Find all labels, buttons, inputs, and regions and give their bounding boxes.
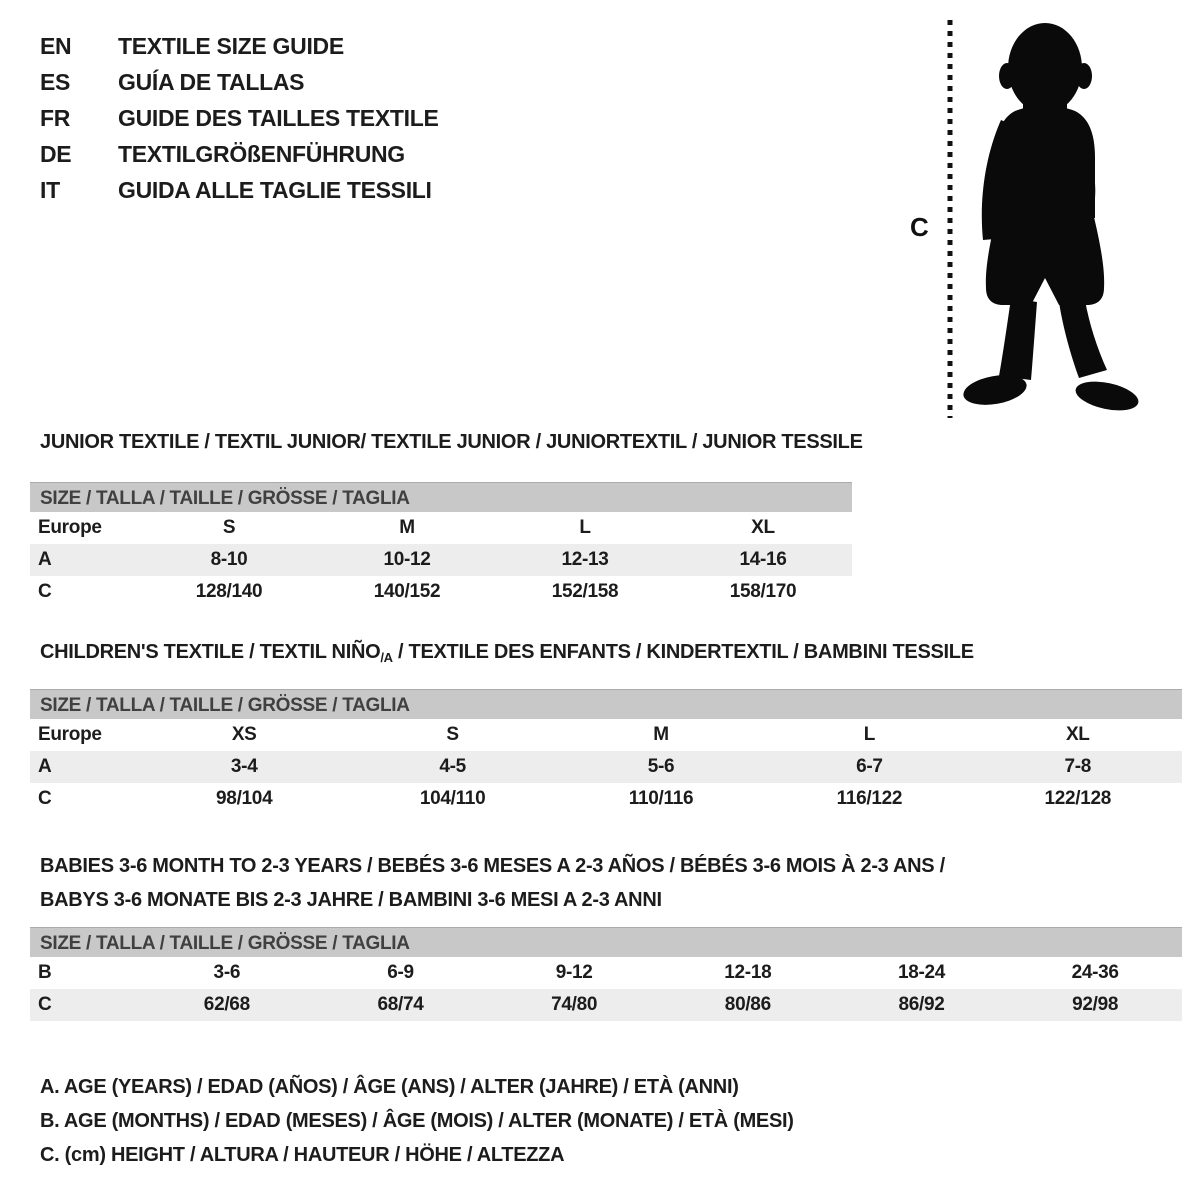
table-row xyxy=(30,783,1182,815)
column-header: XL xyxy=(1065,724,1090,745)
table-cell: 74/80 xyxy=(551,994,598,1015)
table-row xyxy=(30,751,1182,783)
language-title-list xyxy=(40,28,439,208)
column-header: M xyxy=(653,724,669,745)
junior-size-table xyxy=(30,482,852,608)
table-cell: 12-13 xyxy=(561,549,609,570)
children-title-text: CHILDREN'S TEXTILE / TEXTIL NIÑO xyxy=(40,641,381,663)
table-cell: 80/86 xyxy=(724,994,771,1015)
language-code: EN xyxy=(40,33,72,59)
table-row xyxy=(30,957,1182,989)
region-label: Europe xyxy=(38,724,102,745)
row-label: B xyxy=(38,962,52,983)
language-code: ES xyxy=(40,69,71,95)
language-row xyxy=(40,100,439,136)
babies-section-title xyxy=(40,849,945,917)
table-cell: 68/74 xyxy=(377,994,424,1015)
language-row xyxy=(40,28,439,64)
measure-legend xyxy=(40,1070,794,1172)
language-code: IT xyxy=(40,177,60,203)
column-header: L xyxy=(579,517,591,538)
table-cell: 3-6 xyxy=(213,962,241,983)
size-header-bar: SIZE / TALLA / TAILLE / GRÖSSE / TAGLIA xyxy=(30,482,852,512)
table-cell: 98/104 xyxy=(216,788,273,809)
table-row xyxy=(30,989,1182,1021)
table-cell: 10-12 xyxy=(383,549,431,570)
table-row xyxy=(30,512,852,544)
table-cell: 4-5 xyxy=(439,756,466,777)
guide-title: TEXTILE SIZE GUIDE xyxy=(118,33,344,59)
table-cell: 92/98 xyxy=(1072,994,1119,1015)
table-cell: 7-8 xyxy=(1064,756,1092,777)
babies-title-line2: BABYS 3-6 MONATE BIS 2-3 JAHRE / BAMBINI 3-6 MESI A 2-3 ANNI xyxy=(40,889,662,911)
children-title-subscript: /A xyxy=(380,650,393,665)
table-cell: 104/110 xyxy=(419,788,486,809)
babies-title-line1: BABIES 3-6 MONTH TO 2-3 YEARS / BEBÉS 3-6 MESES A 2-3 AÑOS / BÉBÉS 3-6 MOIS À 2-3 ANS / xyxy=(40,855,945,877)
row-label: A xyxy=(38,549,52,570)
size-header-bar: SIZE / TALLA / TAILLE / GRÖSSE / TAGLIA xyxy=(30,689,1182,719)
column-header: L xyxy=(863,724,876,745)
column-header: S xyxy=(446,724,459,745)
row-label: A xyxy=(38,756,52,777)
language-row xyxy=(40,136,439,172)
table-row xyxy=(30,544,852,576)
region-label: Europe xyxy=(38,517,102,538)
table-cell: 140/152 xyxy=(373,581,441,602)
table-cell: 158/170 xyxy=(729,581,797,602)
table-cell: 6-7 xyxy=(856,756,883,777)
table-cell: 86/92 xyxy=(898,994,945,1015)
row-label: C xyxy=(38,788,52,809)
table-cell: 116/122 xyxy=(836,788,903,809)
height-measure-label: C xyxy=(910,212,929,242)
guide-title: GUIDE DES TAILLES TEXTILE xyxy=(118,105,439,131)
legend-line-c: C. (cm) HEIGHT / ALTURA / HAUTEUR / HÖHE / ALTEZZA xyxy=(40,1144,565,1166)
children-section-title xyxy=(40,641,974,665)
table-cell: 3-4 xyxy=(230,756,258,777)
toddler-silhouette-figure xyxy=(895,8,1155,428)
size-header-bar: SIZE / TALLA / TAILLE / GRÖSSE / TAGLIA xyxy=(30,927,1182,957)
column-header: XL xyxy=(751,517,775,538)
language-code: FR xyxy=(40,105,71,131)
row-label: C xyxy=(38,581,52,602)
junior-section-title: JUNIOR TEXTILE / TEXTIL JUNIOR/ TEXTILE JUNIOR / JUNIORTEXTIL / JUNIOR TESSILE xyxy=(40,431,863,453)
guide-title: TEXTILGRÖßENFÜHRUNG xyxy=(118,141,405,167)
children-title-text: / TEXTILE DES ENFANTS / KINDERTEXTIL / BAMBINI TESSILE xyxy=(392,641,974,663)
table-cell: 8-10 xyxy=(210,549,248,570)
table-row xyxy=(30,719,1182,751)
babies-size-table xyxy=(30,927,1182,1021)
table-cell: 128/140 xyxy=(195,581,263,602)
column-header: S xyxy=(222,517,236,538)
table-cell: 12-18 xyxy=(724,962,772,983)
language-row xyxy=(40,64,439,100)
guide-title: GUIDA ALLE TAGLIE TESSILI xyxy=(118,177,432,203)
table-cell: 5-6 xyxy=(647,756,675,777)
legend-line-a: A. AGE (YEARS) / EDAD (AÑOS) / ÂGE (ANS) / ALTER (JAHRE) / ETÀ (ANNI) xyxy=(40,1076,739,1098)
table-cell: 110/116 xyxy=(628,788,694,809)
row-label: C xyxy=(38,994,52,1015)
toddler-silhouette-icon xyxy=(961,23,1141,415)
language-row xyxy=(40,172,439,208)
table-cell: 62/68 xyxy=(203,994,250,1015)
table-cell: 152/158 xyxy=(551,581,619,602)
table-row xyxy=(30,576,852,608)
guide-title: GUÍA DE TALLAS xyxy=(118,69,305,95)
table-cell: 122/128 xyxy=(1044,788,1112,809)
legend-line-b: B. AGE (MONTHS) / EDAD (MESES) / ÂGE (MOIS) / ALTER (MONATE) / ETÀ (MESI) xyxy=(40,1110,794,1132)
table-cell: 18-24 xyxy=(897,962,946,983)
table-cell: 6-9 xyxy=(387,962,414,983)
table-cell: 14-16 xyxy=(739,549,787,570)
column-header: XS xyxy=(231,724,257,745)
language-code: DE xyxy=(40,141,72,167)
children-size-table xyxy=(30,689,1182,815)
table-cell: 24-36 xyxy=(1071,962,1119,983)
column-header: M xyxy=(399,517,415,538)
table-cell: 9-12 xyxy=(555,962,593,983)
